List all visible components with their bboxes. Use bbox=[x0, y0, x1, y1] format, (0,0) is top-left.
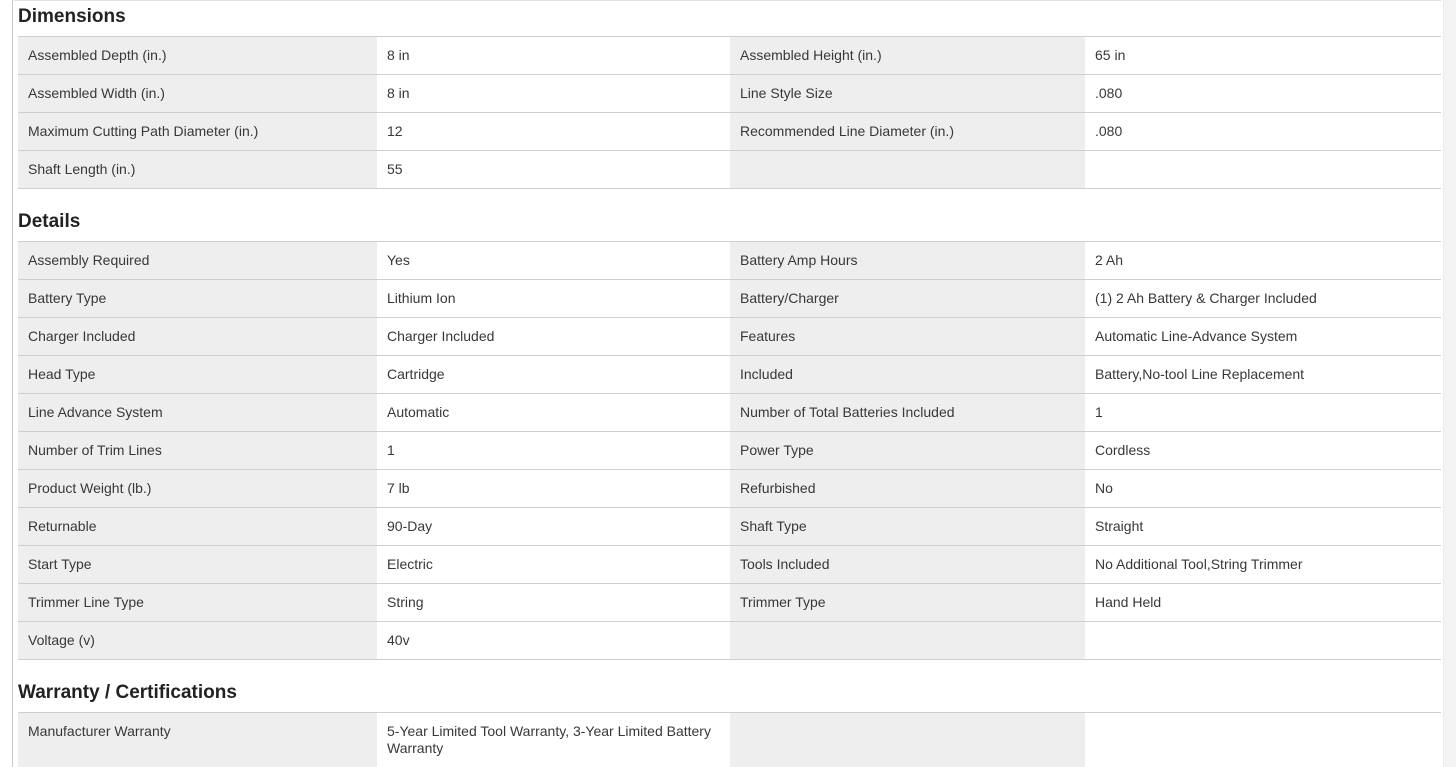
spec-label-cell: Recommended Line Diameter (in.) bbox=[730, 113, 1085, 150]
page-right-gutter bbox=[1443, 0, 1456, 767]
spec-row bbox=[18, 622, 1441, 660]
spec-label-cell: Product Weight (lb.) bbox=[18, 470, 377, 507]
spec-label-cell: Refurbished bbox=[730, 470, 1085, 507]
spec-value-cell: String bbox=[387, 594, 424, 610]
spec-value-cell: 65 in bbox=[1095, 47, 1126, 63]
spec-table bbox=[18, 241, 1441, 660]
spec-label-cell: Battery/Charger bbox=[730, 280, 1085, 317]
spec-section bbox=[18, 682, 1441, 767]
spec-label-cell: Start Type bbox=[18, 546, 377, 583]
spec-label-cell bbox=[730, 713, 1085, 767]
spec-label-cell: Number of Total Batteries Included bbox=[730, 394, 1085, 431]
spec-label-cell: Head Type bbox=[18, 356, 377, 393]
spec-row bbox=[18, 432, 1441, 470]
spec-value-cell: Charger Included bbox=[387, 328, 495, 344]
spec-label-cell: Manufacturer Warranty bbox=[18, 713, 377, 767]
spec-value-cell: Cartridge bbox=[387, 366, 445, 382]
spec-label-cell: Maximum Cutting Path Diameter (in.) bbox=[18, 113, 377, 150]
spec-row bbox=[18, 508, 1441, 546]
spec-section bbox=[18, 6, 1441, 189]
spec-value-cell bbox=[1085, 151, 1441, 188]
spec-label-cell bbox=[730, 151, 1085, 188]
spec-label-cell: Assembled Height (in.) bbox=[730, 37, 1085, 74]
spec-row bbox=[18, 584, 1441, 622]
spec-label-cell: Included bbox=[730, 356, 1085, 393]
spec-value-cell: No bbox=[1095, 480, 1113, 496]
spec-row bbox=[18, 318, 1441, 356]
spec-label-cell: Battery Amp Hours bbox=[730, 242, 1085, 279]
spec-value-cell: 8 in bbox=[387, 85, 410, 101]
spec-label-cell: Shaft Length (in.) bbox=[18, 151, 377, 188]
section-title: Details bbox=[18, 211, 81, 232]
spec-table bbox=[18, 712, 1441, 767]
spec-label-cell: Returnable bbox=[18, 508, 377, 545]
spec-value-cell: 90-Day bbox=[387, 518, 433, 534]
spec-label-cell: Trimmer Line Type bbox=[18, 584, 377, 621]
spec-value-cell: 8 in bbox=[387, 47, 410, 63]
section-title: Warranty / Certifications bbox=[18, 682, 237, 703]
spec-row bbox=[18, 242, 1441, 280]
spec-label-cell: Assembled Depth (in.) bbox=[18, 37, 377, 74]
spec-label-cell: Assembly Required bbox=[18, 242, 377, 279]
spec-value-cell: 55 bbox=[387, 161, 403, 177]
spec-label-cell: Charger Included bbox=[18, 318, 377, 355]
spec-label-cell: Shaft Type bbox=[730, 508, 1085, 545]
spec-value-cell bbox=[1085, 622, 1441, 659]
spec-value-cell: Hand Held bbox=[1095, 594, 1162, 610]
spec-value-cell: 2 Ah bbox=[1095, 252, 1124, 268]
spec-row bbox=[18, 37, 1441, 75]
spec-label-cell: Battery Type bbox=[18, 280, 377, 317]
spec-label-cell bbox=[730, 622, 1085, 659]
spec-label-cell: Tools Included bbox=[730, 546, 1085, 583]
spec-value-cell: .080 bbox=[1095, 123, 1123, 139]
spec-value-cell: 7 lb bbox=[387, 480, 410, 496]
spec-value-cell: 5-Year Limited Tool Warranty, 3-Year Limited Battery Warranty bbox=[387, 723, 711, 756]
spec-label-cell: Features bbox=[730, 318, 1085, 355]
spec-label-cell: Line Style Size bbox=[730, 75, 1085, 112]
section-title: Dimensions bbox=[18, 6, 126, 27]
spec-value-cell: Straight bbox=[1095, 518, 1144, 534]
spec-section bbox=[18, 211, 1441, 660]
spec-row bbox=[18, 75, 1441, 113]
spec-row bbox=[18, 280, 1441, 318]
spec-row bbox=[18, 470, 1441, 508]
spec-label-cell: Number of Trim Lines bbox=[18, 432, 377, 469]
left-divider-line bbox=[12, 0, 13, 767]
product-specifications bbox=[18, 0, 1441, 767]
spec-value-cell: Lithium Ion bbox=[387, 290, 456, 306]
spec-value-cell: Electric bbox=[387, 556, 433, 572]
spec-value-cell: Cordless bbox=[1095, 442, 1151, 458]
spec-label-cell: Assembled Width (in.) bbox=[18, 75, 377, 112]
spec-table bbox=[18, 36, 1441, 189]
spec-value-cell: 1 bbox=[1095, 404, 1103, 420]
spec-value-cell: Automatic bbox=[387, 404, 450, 420]
spec-row bbox=[18, 113, 1441, 151]
spec-label-cell: Voltage (v) bbox=[18, 622, 377, 659]
spec-value-cell: Automatic Line-Advance System bbox=[1095, 328, 1298, 344]
spec-value-cell: (1) 2 Ah Battery & Charger Included bbox=[1095, 290, 1317, 306]
spec-value-cell bbox=[1085, 713, 1441, 767]
spec-value-cell: Yes bbox=[387, 252, 410, 268]
spec-value-cell: 1 bbox=[387, 442, 395, 458]
spec-row bbox=[18, 151, 1441, 189]
spec-value-cell: .080 bbox=[1095, 85, 1123, 101]
spec-value-cell: Battery,No-tool Line Replacement bbox=[1095, 366, 1305, 382]
spec-row bbox=[18, 546, 1441, 584]
spec-label-cell: Line Advance System bbox=[18, 394, 377, 431]
spec-row bbox=[18, 713, 1441, 767]
spec-label-cell: Trimmer Type bbox=[730, 584, 1085, 621]
spec-label-cell: Power Type bbox=[730, 432, 1085, 469]
spec-value-cell: 12 bbox=[387, 123, 403, 139]
spec-value-cell: No Additional Tool,String Trimmer bbox=[1095, 556, 1303, 572]
spec-row bbox=[18, 394, 1441, 432]
spec-row bbox=[18, 356, 1441, 394]
spec-value-cell: 40v bbox=[387, 632, 410, 648]
